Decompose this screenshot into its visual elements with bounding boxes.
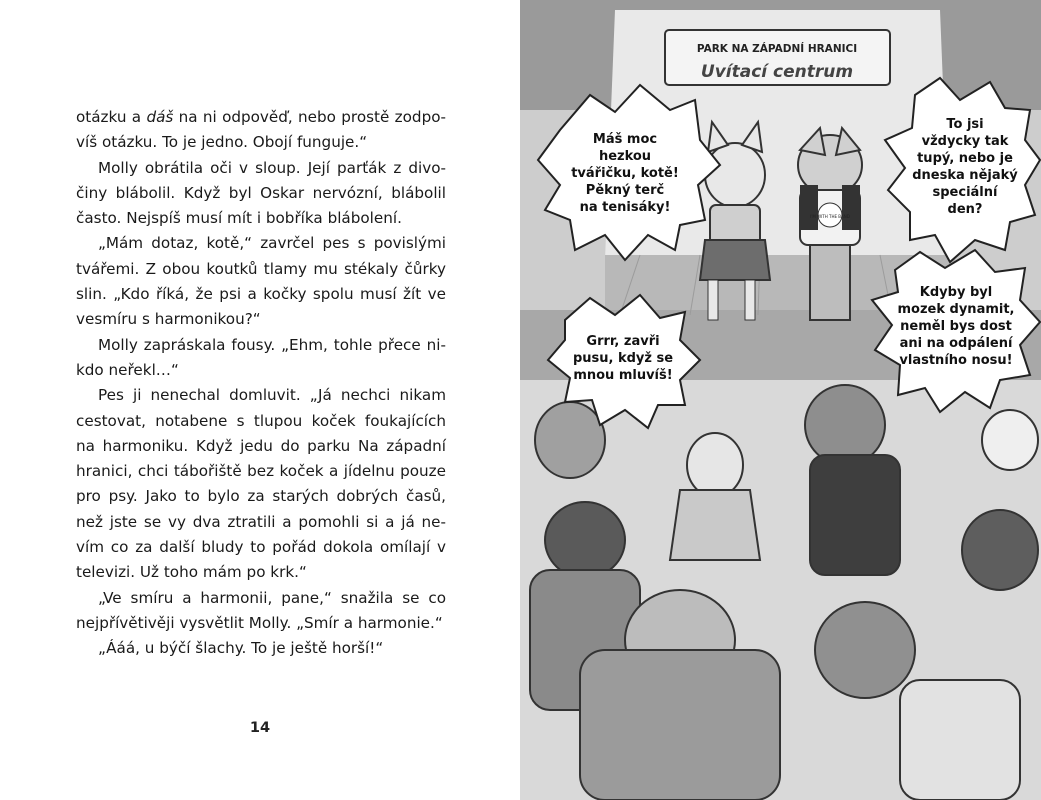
paragraph-2: Molly obrátila oči v sloup. Její parťák z divočiny blábolil. Když byl Oskar nervózní, blábolil často. Nejspíš musí mít i bobříka blábolení. [76, 158, 446, 228]
paragraph-1: otázku a dáš na ni odpověď, nebo prostě zodpovíš otázku. To je jedno. Obojí funguje.“ [76, 108, 446, 152]
paragraph-6: „Ve smíru a harmonii, pane,“ snažila se co nejpřívětivěji vysvětlit Molly. „Smír a harmonie.“ [76, 588, 446, 632]
body-text [76, 105, 446, 662]
svg-text:To jsi: To jsi [946, 117, 984, 132]
svg-text:vlastního nosu!: vlastního nosu! [899, 353, 1013, 368]
svg-text:tupý, nebo je: tupý, nebo je [917, 151, 1013, 166]
illustration [520, 0, 1041, 800]
svg-text:Máš moc: Máš moc [592, 132, 658, 147]
svg-text:mnou mluvíš!: mnou mluvíš! [573, 368, 673, 383]
svg-text:hezkou: hezkou [598, 149, 652, 164]
svg-text:Pěkný terč: Pěkný terč [585, 183, 665, 198]
emphasis-das: dáš [146, 108, 174, 126]
svg-text:vždycky tak: vždycky tak [921, 134, 1009, 149]
svg-text:pusu, když se: pusu, když se [572, 351, 674, 366]
paragraph-7: „Ááá, u býčí šlachy. To je ještě horší!“ [98, 639, 384, 658]
svg-text:neměl bys dost: neměl bys dost [900, 319, 1012, 334]
svg-text:Grrr, zavři: Grrr, zavři [586, 334, 660, 349]
svg-text:Kdyby byl: Kdyby byl [919, 285, 993, 300]
paragraph-3: „Mám dotaz, kotě,“ zavrčel pes s povislými tvářemi. Z obou koutků tlamy mu stékaly čůrky slin. „Kdo říká, že psi a kočky spolu musí žít ve vesmíru s harmonikou?“ [76, 234, 446, 329]
paragraph-5: Pes ji nenechal domluvit. „Já nechci nikam cestovat, notabene s tlupou koček foukajících na harmoniku. Když jedu do parku Na západní hranici, chci tábořiště bez koček a jídelnu pouze pro psy. Jako to bylo za starých dobrých časů, než jste se vy dva ztratili a pomohli si a já nevím co za další bludy to pořád dokola omílají v televizi. Už toho mám po krk.“ [76, 386, 446, 582]
svg-text:ani na odpálení: ani na odpálení [899, 336, 1013, 351]
svg-text:dneska nějaký: dneska nějaký [912, 168, 1018, 183]
sign-line-2: Uvítací centrum [700, 62, 854, 82]
svg-text:mozek dynamit,: mozek dynamit, [897, 302, 1015, 317]
svg-text:tvářičku, kotě!: tvářičku, kotě! [571, 166, 679, 181]
park-sign [665, 30, 890, 85]
left-page [0, 0, 520, 800]
illustration-page [520, 0, 1041, 800]
svg-text:speciální: speciální [932, 185, 998, 200]
page-number: 14 [249, 720, 271, 736]
tshirt-text: I'M WITH THE BAND [810, 214, 850, 219]
svg-text:den?: den? [947, 202, 983, 217]
svg-text:na tenisáky!: na tenisáky! [579, 200, 671, 215]
paragraph-4: Molly zapráskala fousy. „Ehm, tohle přece nikdo neřekl…“ [76, 335, 446, 379]
sign-line-1: PARK NA ZÁPADNÍ HRANICI [696, 43, 858, 55]
